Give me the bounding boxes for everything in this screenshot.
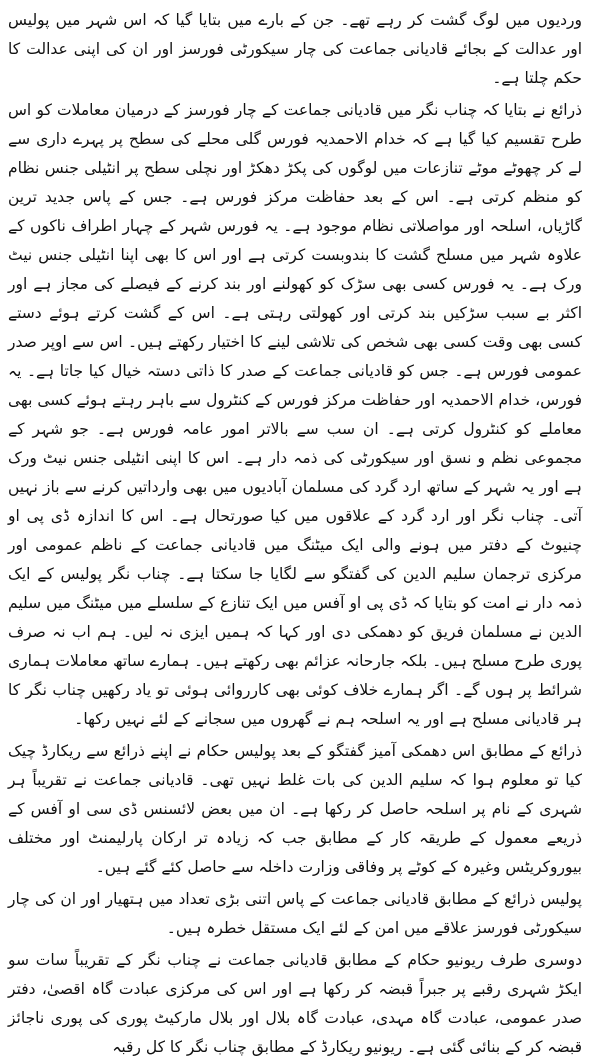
article-paragraph-2: ذرائع نے بتایا کہ چناب نگر میں قادیانی جماعت کے چار فورسز کے درمیان معاملات کو اس طرح تقسیم کیا گیا ہے کہ خدام الاحمدیہ فورس گلی محلے کی سطح پر پہرے داری سے لے کر چھوٹے موٹے تنازعات میں لوگوں کی پکڑ دھکڑ اور نچلی سطح پر انٹیلی جنس نظام کو منظم کرتی ہے۔ اس کے بعد حفاظت مرکز فورس ہے۔ جس کے پاس جدید ترین گاڑیاں، اسلحہ اور مواصلاتی نظام موجود ہے۔ یہ فورس شہر کے چہار اطراف ناکوں کے علاوہ شہر میں مسلح گشت کا بندوبست کرتی ہے اور اس کا بھی اپنا انٹیلی جنس نیٹ ورک ہے۔ یہ فورس کسی بھی سڑک کو کھولنے اور بند کرنے کے فیصلے کی مجاز ہے اور اکثر بے سبب سڑکیں بند کرتی اور کھولتی رہتی ہے۔ اس کے گشت کرتے ہوئے دستے کسی بھی وقت کسی بھی شخص کی تلاشی لینے کا اختیار رکھتے ہیں۔ اس سے اوپر صدر عمومی فورس ہے۔ جس کو قادیانی جماعت کے صدر کا ذاتی دستہ خیال کیا جاتا ہے۔ یہ فورس، خدام الاحمدیہ اور حفاظت مرکز فورس کے کنٹرول سے باہر رہتے ہوئے کسی بھی معاملے کو کنٹرول کرتی ہے۔ ان سب سے بالاتر امور عامہ فورس ہے۔ جو شہر کے مجموعی نظم و نسق اور سیکورٹی کی ذمہ دار ہے۔ اس کا اپنی انٹیلی جنس نیٹ ورک ہے اور یہ شہر کے ساتھ ارد گرد کی مسلمان آبادیوں میں بھی وارداتیں کرنے سے باز نہیں آتی۔ چناب نگر اور ارد گرد کے علاقوں میں کیا صورتحال ہے۔ اس کا اندازہ ڈی پی او چنیوٹ کے دفتر میں ہونے والی ایک میٹنگ میں قادیانی جماعت کے ناظم عمومی اور مرکزی ترجمان سلیم الدین کی گفتگو سے لگایا جا سکتا ہے۔ چناب نگر پولیس کے ایک ذمہ دار نے امت کو بتایا کہ ڈی پی او آفس میں ایک تنازع کے سلسلے میں میٹنگ میں سلیم الدین نے مسلمان فریق کو دھمکی دی اور کہا کہ ہمیں ایزی نہ لیں۔ ہم اب نہ صرف پوری طرح مسلح ہیں۔ بلکہ جارحانہ عزائم بھی رکھتے ہیں۔ ہمارے ساتھ معاملات ہماری شرائط پر ہوں گے۔ اگر ہمارے خلاف کوئی بھی کارروائی ہوئی تو یاد رکھیں چناب نگر کا ہر قادیانی مسلح ہے اور یہ اسلحہ ہم نے گھروں میں سجانے کے لئے نہیں رکھا۔: [8, 101, 582, 728]
article-paragraph-4: پولیس ذرائع کے مطابق قادیانی جماعت کے پاس اتنی بڑی تعداد میں ہتھیار اور ان کی چار سیکورٹی فورسز علاقے میں امن کے لئے ایک مستقل خطرہ ہیں۔: [8, 890, 582, 937]
article-paragraph-1: وردیوں میں لوگ گشت کر رہے تھے۔ جن کے بارے میں بتایا گیا کہ اس شہر میں پولیس اور عدالت کے بجائے قادیانی جماعت کی چار سیکورٹی فورسز اور ان کی اپنی عدالت کا حکم چلتا ہے۔: [8, 11, 582, 87]
article-paragraph-5: دوسری طرف ریونیو حکام کے مطابق قادیانی جماعت نے چناب نگر کے تقریباً سات سو ایکڑ شہری رقبے پر جبراً قبضہ کر رکھا ہے اور اس کی مرکزی عبادت گاہ اقصیٰ، دفتر صدر عمومی، عبادت گاہ مہدی، عبادت گاہ بلال اور بلال مارکیٹ پوری کی پوری ناجائز قبضہ کر کے بنائی گئی ہے۔ ریونیو ریکارڈ کے مطابق چناب نگر کا کل رقبہ: [8, 951, 582, 1056]
article-paragraph-3: ذرائع کے مطابق اس دھمکی آمیز گفتگو کے بعد پولیس حکام نے اپنے ذرائع سے ریکارڈ چیک کیا تو معلوم ہوا کہ سلیم الدین کی بات غلط نہیں تھی۔ قادیانی جماعت نے تقریباً ہر شہری کے نام پر اسلحہ حاصل کر رکھا ہے۔ ان میں بعض لائسنس ڈی سی او آفس کے ذریعے معمول کے طریقہ کار کے مطابق جب کہ زیادہ تر ارکان پارلیمنٹ اور مختلف بیوروکریٹس وغیرہ کے کوٹے پر وفاقی وزارت داخلہ سے حاصل کئے گئے ہیں۔: [8, 742, 582, 876]
